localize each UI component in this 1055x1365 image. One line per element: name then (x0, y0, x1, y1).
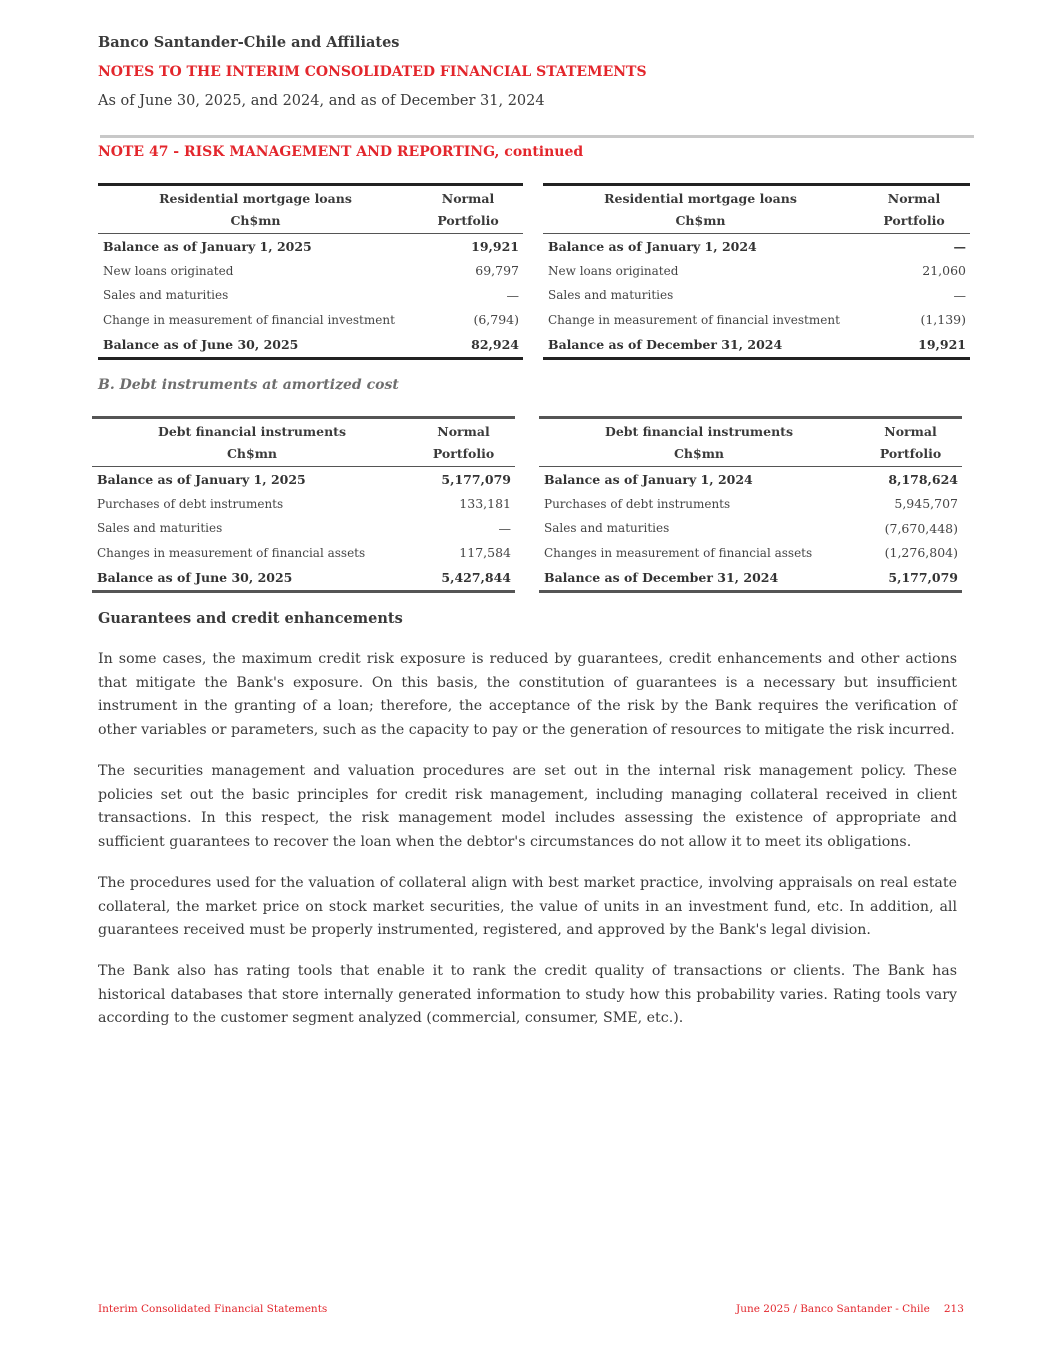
row-label: Balance as of January 1, 2024 (548, 238, 757, 254)
row-value: (6,794) (473, 312, 519, 328)
table-row (543, 308, 970, 333)
footer-right (736, 1303, 964, 1315)
row-value: 82,924 (471, 336, 519, 352)
row-value: 5,177,079 (441, 471, 511, 487)
column-header: Ch$mn (673, 445, 725, 461)
column-header: Normal (441, 191, 495, 207)
row-label: Balance as of January 1, 2025 (103, 238, 312, 254)
row-label: Change in measurement of financial investment (548, 312, 840, 327)
row-value: 133,181 (459, 496, 511, 512)
guarantees-heading: Guarantees and credit enhancements (98, 610, 403, 627)
row-value: 8,178,624 (888, 471, 958, 487)
table-row (543, 283, 970, 308)
body-paragraph: The Bank also has rating tools that enable it to rank the credit quality of transactions or clients. The Bank has historical databases that store internally generated information to study how this probability varies. Rating tools vary according to the customer segment analyzed (commercial, consumer, SME, etc.). (98, 963, 957, 1026)
row-value: — (498, 520, 511, 536)
table-row (98, 308, 523, 333)
company-name: Banco Santander-Chile and Affiliates (98, 34, 400, 51)
page-number: 213 (943, 1303, 964, 1315)
table-row (92, 492, 515, 517)
body-paragraph: The securities management and valuation procedures are set out in the internal risk management policy. These policies set out the basic principles for credit risk management, including managing collateral received in client transactions. In this respect, the risk management model includes assessing the existence of appropriate and sufficient guarantees to recover the loan when the debtor's circumstances do not allow it to meet its obligations. (98, 763, 957, 850)
column-header: Ch$mn (230, 212, 281, 228)
row-label: New loans originated (103, 263, 234, 278)
column-header: Normal (887, 191, 941, 207)
table-row (98, 332, 523, 357)
row-label: Changes in measurement of financial assets (544, 545, 813, 560)
row-value: 21,060 (922, 263, 966, 279)
table-header (539, 419, 962, 467)
table-row (539, 516, 962, 541)
table-header (92, 419, 515, 467)
row-value: 117,584 (459, 545, 511, 561)
table-row (543, 234, 970, 259)
table-header (98, 186, 523, 234)
column-header: Portfolio (437, 212, 499, 228)
row-value: 5,427,844 (441, 569, 511, 585)
section-b-heading: B. Debt instruments at amortized cost (98, 377, 399, 393)
row-value: 5,945,707 (894, 496, 958, 512)
row-label: Balance as of June 30, 2025 (103, 336, 299, 352)
footer-source: June 2025 / Banco Santander - Chile (736, 1303, 930, 1315)
debt-table-2024 (539, 416, 962, 593)
row-value: 69,797 (475, 263, 519, 279)
row-label: Balance as of January 1, 2024 (544, 471, 753, 487)
row-label: Changes in measurement of financial assets (97, 545, 366, 560)
body-paragraph: In some cases, the maximum credit risk exposure is reduced by guarantees, credit enhancements and other actions that mitigate the Bank's exposure. On this basis, the constitution of guarantees is a necessary but insufficient instrument in the granting of a loan; therefore, the acceptance of the risk by the Bank requires the verification of other variables or parameters, such as the capacity to pay or the generation of resources to mitigate the risk incurred. (98, 651, 957, 738)
table-row (543, 259, 970, 284)
table-row (539, 541, 962, 566)
table-row (539, 565, 962, 590)
table-row (543, 332, 970, 357)
table-row (92, 467, 515, 492)
notes-title: NOTES TO THE INTERIM CONSOLIDATED FINANCIAL STATEMENTS (98, 64, 647, 80)
table-header (543, 186, 970, 234)
row-label: Change in measurement of financial investment (103, 312, 395, 327)
row-value: — (953, 238, 966, 254)
row-label: Purchases of debt instruments (97, 496, 284, 511)
column-header: Debt financial instruments (605, 424, 793, 440)
table-row (98, 234, 523, 259)
row-value: 5,177,079 (888, 569, 958, 585)
row-value: — (506, 287, 519, 303)
column-header: Ch$mn (675, 212, 726, 228)
table-row (92, 541, 515, 566)
mortgage-table-2025 (98, 183, 523, 360)
row-label: Sales and maturities (544, 521, 670, 536)
row-label: New loans originated (548, 263, 679, 278)
row-label: Balance as of June 30, 2025 (97, 569, 293, 585)
column-header: Portfolio (432, 445, 495, 461)
table-row (539, 492, 962, 517)
column-header: Normal (437, 424, 490, 440)
column-header: Normal (884, 424, 937, 440)
as-of-date: As of June 30, 2025, and 2024, and as of December 31, 2024 (98, 93, 545, 109)
footer-left: Interim Consolidated Financial Statements (98, 1303, 328, 1315)
mortgage-table-2024 (543, 183, 970, 360)
table-row (98, 259, 523, 284)
row-label: Sales and maturities (103, 288, 229, 303)
row-label: Balance as of January 1, 2025 (97, 471, 306, 487)
row-value: (1,139) (920, 312, 966, 328)
column-header: Ch$mn (226, 445, 278, 461)
column-header: Residential mortgage loans (159, 191, 352, 207)
row-label: Sales and maturities (548, 288, 674, 303)
column-header: Debt financial instruments (158, 424, 346, 440)
row-value: 19,921 (918, 336, 966, 352)
column-header: Residential mortgage loans (604, 191, 797, 207)
table-row (92, 516, 515, 541)
debt-table-2025 (92, 416, 515, 593)
body-paragraph: The procedures used for the valuation of collateral align with best market practice, involving appraisals on real estate collateral, the market price on stock market securities, the value of units in an investment fund, etc. In addition, all guarantees received must be properly instrumented, registered, and approved by the Bank's legal division. (98, 875, 957, 938)
row-label: Balance as of December 31, 2024 (548, 336, 783, 352)
table-row (539, 467, 962, 492)
note-heading: NOTE 47 - RISK MANAGEMENT AND REPORTING, continued (98, 144, 584, 160)
row-label: Balance as of December 31, 2024 (544, 569, 779, 585)
column-header: Portfolio (879, 445, 942, 461)
row-value: — (953, 287, 966, 303)
row-label: Purchases of debt instruments (544, 496, 731, 511)
header-divider (100, 135, 974, 138)
row-label: Sales and maturities (97, 521, 223, 536)
table-row (98, 283, 523, 308)
row-value: 19,921 (471, 238, 519, 254)
column-header: Portfolio (883, 212, 945, 228)
table-row (92, 565, 515, 590)
row-value: (7,670,448) (884, 520, 958, 536)
row-value: (1,276,804) (884, 545, 958, 561)
